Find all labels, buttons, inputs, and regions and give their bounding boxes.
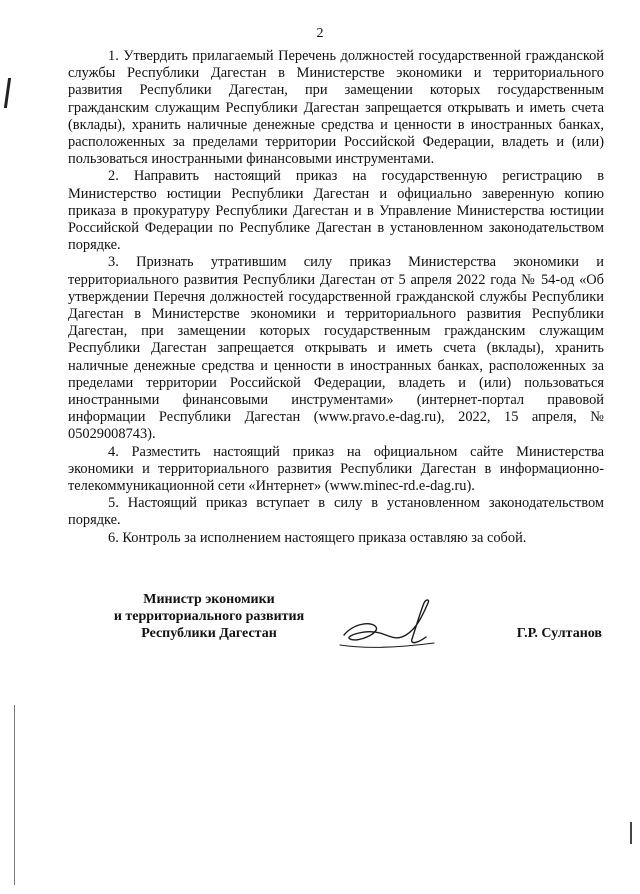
scan-edge-mark-right-bottom — [630, 822, 632, 844]
scan-edge-mark-left-top — [4, 78, 11, 108]
paragraph-1: 1. Утвердить прилагаемый Перечень должностей государственной гражданской службы Республики Дагестан в Министерстве экономики и территориального развития Республики Дагестан, при замещении которых государственным гражданским служащим Республики Дагестан запрещается открывать и иметь счета (вклады), хранить наличные денежные средства и ценности в иностранных банках, расположенных за пределами территории Российской Федерации, владеть и (или) пользоваться иностранными финансовыми инструментами. — [68, 48, 604, 168]
paragraph-4: 4. Разместить настоящий приказ на официальном сайте Министерства экономики и территориального развития Республики Дагестан в информационно-телекоммуникационной сети «Интернет» (www.minec-rd.e-dag.ru). — [68, 443, 604, 495]
signature-block — [0, 591, 640, 661]
signer-title — [104, 591, 314, 642]
signer-title-line-1: Министр экономики — [143, 592, 275, 607]
scan-edge-line-left — [14, 705, 15, 885]
paragraph-2: 2. Направить настоящий приказ на государственную регистрацию в Министерство юстиции Республики Дагестан и официально заверенную копию приказа в прокуратуру Республики Дагестан и в Управление Министерства юстиции Российской Федерации по Республике Дагестан в установленном законодательством порядке. — [68, 168, 604, 254]
paragraph-6: 6. Контроль за исполнением настоящего приказа оставляю за собой. — [108, 529, 527, 546]
paragraph-5: 5. Настоящий приказ вступает в силу в установленном законодательством порядке. — [68, 495, 604, 529]
document-body — [68, 48, 604, 547]
handwritten-signature — [336, 593, 440, 657]
signer-title-line-3: Республики Дагестан — [141, 626, 277, 641]
signer-title-line-2: и территориального развития — [113, 609, 305, 624]
paragraph-3: 3. Признать утратившим силу приказ Министерства экономики и территориального развития Республики Дагестан от 5 апреля 2022 года № 54-од «Об утверждении Перечня должностей государственной гражданской службы Республики Дагестан в Министерстве экономики и территориального развития Республики Дагестан, при замещении которых государственным гражданским служащим Республики Дагестан запрещается открывать и иметь счета (вклады), хранить наличные денежные средства и ценности в иностранных банках, расположенных за пределами территории Российской Федерации, владеть и (или) пользоваться иностранными финансовыми инструментами» (интернет-портал правовой информации Республики Дагестан (www.pravo.e-dag.ru), 2022, 15 апреля, № 05029008743). — [68, 254, 604, 443]
signer-name: Г.Р. Султанов — [516, 626, 602, 641]
page-number: 2 — [316, 26, 324, 41]
